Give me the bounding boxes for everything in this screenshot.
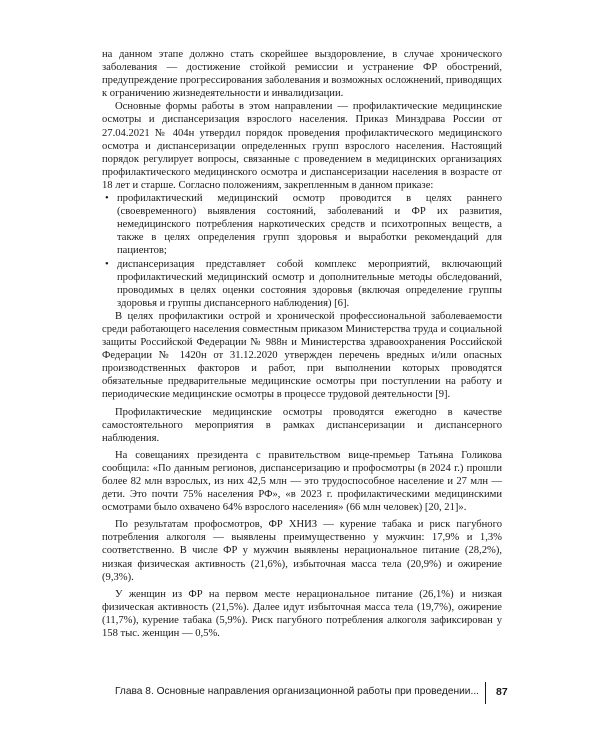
list-item: • диспансеризация представляет собой комплекс мероприятий, включающий профилактический медицинский осмотр и дополнительные методы обследований, проводимых в целях оценки состояния здоровья (включая определение группы здоровья и группы диспансерного наблюдения) [6].: [103, 258, 502, 310]
page-footer: [0, 682, 600, 704]
running-footer-chapter-title: Глава 8. Основные направления организационной работы при проведении...: [114, 686, 479, 697]
paragraph: У женщин из ФР на первом месте нерациональное питание (26,1%) и низкая физическая активность (21,5%). Далее идут избыточная масса тела (19,7%), ожирение (11,7%), курение табака (5,9%). Риск пагубного потребления алкоголя зафиксирован у 158 тыс. женщин — 0,5%.: [102, 588, 502, 640]
page-body: [102, 48, 502, 640]
paragraph: По результатам профосмотров, ФР ХНИЗ — курение табака и риск пагубного потребления алкоголя — выявлены преимущественно у мужчин: 17,9% и 1,3% соответственно. В числе ФР у мужчин выявлены нерациональное питание (28,2%), низкая физическая активность (21,6%), избыточная масса тела (20,9%) и ожирение (9,3%).: [102, 519, 502, 583]
footer-divider: [485, 682, 486, 704]
paragraph: на данном этапе должно стать скорейшее выздоровление, в случае хронического заболевания — достижение стойкой ремиссии и устранение ФР обострений, предупреждение прогрессирования заболевания и возможных осложнений, приводящих к ограничению жизнедеятельности и инвалидизации.: [102, 49, 502, 100]
paragraph: Профилактические медицинские осмотры проводятся ежегодно в качестве самостоятельного мероприятия в рамках диспансеризации и диспансерного наблюдения.: [102, 406, 502, 444]
paragraph: Основные формы работы в этом направлении — профилактические медицинские осмотры и диспансеризация взрослого населения. Приказ Минздрава России от 27.04.2021 № 404н утвердил порядок проведения профилактического медицинского осмотра и диспансеризации определенных групп взрослого населения. Настоящий порядок регулирует вопросы, связанные с проведением в медицинских организациях профилактического медицинского осмотра и диспансеризации населения в возрасте от 18 лет и старше. Согласно положениям, закрепленным в данном приказе:: [102, 101, 502, 191]
page-number: 87: [496, 686, 508, 698]
bullet-list: [102, 192, 502, 310]
list-item: • профилактический медицинский осмотр проводится в целях раннего (своевременного) выявления состояний, заболеваний и ФР их развития, немедицинского потребления наркотических средств и психотропных веществ, а также в целях определения групп здоровья и выработки рекомендаций для пациентов;: [103, 192, 502, 257]
paragraph: В целях профилактики острой и хронической профессиональной заболеваемости среди работающего населения совместным приказом Министерства труда и социальной защиты Российской Федерации № 988н и Министерства здравоохранения Российской Федерации № 1420н от 31.12.2020 утвержден перечень вредных и/или опасных производственных факторов и работ, при выполнении которых проводятся обязательные предварительные медицинские осмотры при поступлении на работу и периодические медицинские осмотры в процессе трудовой деятельности [9].: [102, 310, 502, 401]
paragraph: На совещаниях президента с правительством вице-премьер Татьяна Голикова сообщила: «По данным регионов, диспансеризацию и профосмотры (в 2024 г.) прошли более 82 млн взрослых, из них 42,5 млн — это трудоспособное население и 27 млн — дети. Это почти 75% населения РФ», «в 2023 г. профилактическими медицинскими осмотрами было охвачено 64% взрослого населения» (66 млн человек) [20, 21]».: [102, 449, 502, 514]
